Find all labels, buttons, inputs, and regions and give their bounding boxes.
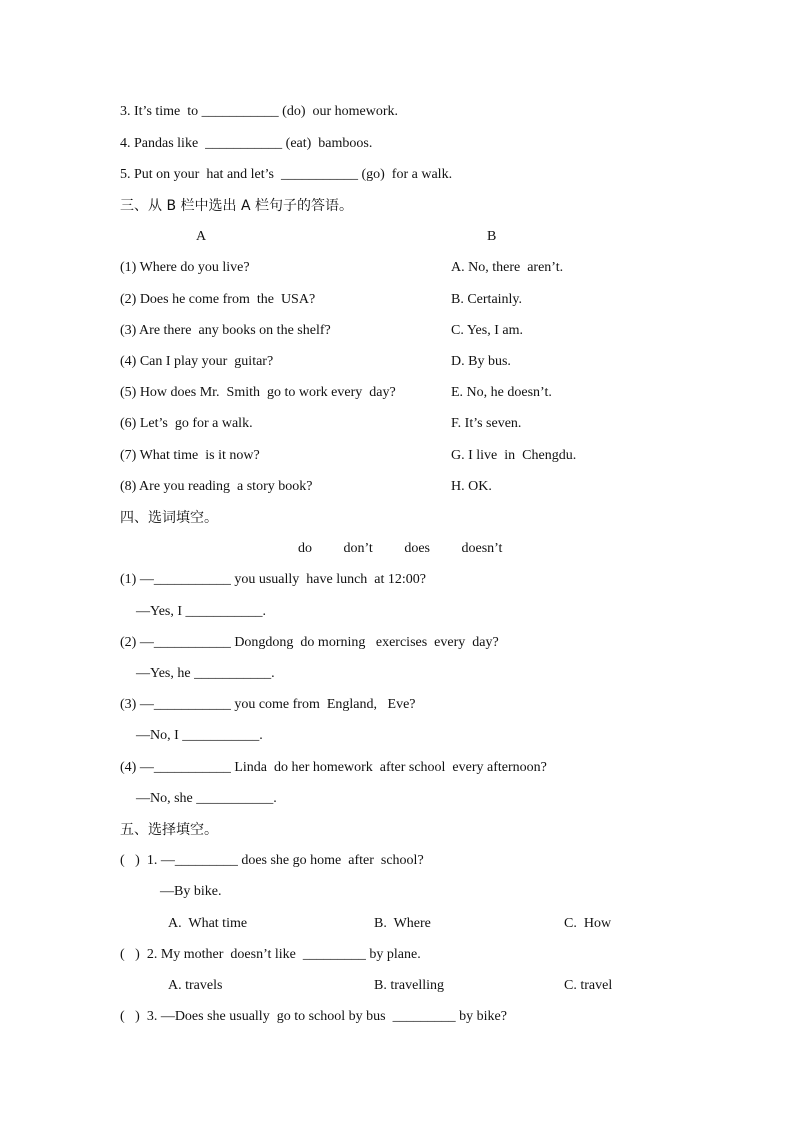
- match-answer: E. No, he doesn’t.: [451, 385, 552, 400]
- match-answer: D. By bus.: [451, 354, 511, 369]
- fill-item-4: 4. Pandas like ___________ (eat) bamboos.: [120, 136, 373, 151]
- match-question: (4) Can I play your guitar?: [120, 354, 274, 369]
- match-answer: G. I live in Chengdu.: [451, 448, 577, 463]
- word-bank-item: does: [404, 541, 430, 556]
- fill-item-3: 3. It’s time to ___________ (do) our homework.: [120, 104, 399, 119]
- choice-question-3: ( ) 3. —Does she usually go to school by bus _________ by bike?: [120, 1009, 507, 1024]
- dialogue-answer: —No, she ___________.: [136, 791, 277, 806]
- dialogue-answer: —Yes, he ___________.: [136, 666, 275, 681]
- match-question: (3) Are there any books on the shelf?: [120, 323, 331, 338]
- dialogue-question: (3) —___________ you come from England, Eve?: [120, 697, 416, 712]
- word-bank: [298, 540, 530, 558]
- dialogue-question: (1) —___________ you usually have lunch at 12:00?: [120, 572, 427, 587]
- option-a: A. What time: [168, 916, 248, 931]
- option-c: C. travel: [564, 978, 613, 993]
- option-b: B. Where: [374, 916, 431, 931]
- match-answer: A. No, there aren’t.: [451, 260, 564, 275]
- option-a: A. travels: [168, 978, 223, 993]
- match-answer: H. OK.: [451, 479, 492, 494]
- option-c: C. How: [564, 916, 612, 931]
- word-bank-item: do: [298, 541, 312, 556]
- choice-question-1: ( ) 1. —_________ does she go home after school?: [120, 853, 424, 868]
- word-bank-item: doesn’t: [461, 541, 503, 556]
- match-answer: C. Yes, I am.: [451, 323, 523, 338]
- choice-question-2: ( ) 2. My mother doesn’t like _________ by plane.: [120, 947, 421, 962]
- section-heading-5: 五、选择填空。: [120, 822, 218, 838]
- match-question: (7) What time is it now?: [120, 448, 260, 463]
- match-answer: F. It’s seven.: [451, 416, 522, 431]
- section-heading-4: 四、选词填空。: [120, 510, 218, 526]
- dialogue-answer: —Yes, I ___________.: [136, 604, 267, 619]
- column-a-label: A: [196, 229, 207, 244]
- word-bank-item: don’t: [343, 541, 373, 556]
- dialogue-answer: —No, I ___________.: [136, 728, 263, 743]
- section-heading-3: 三、从 B 栏中选出 A 栏句子的答语。: [120, 198, 353, 214]
- match-question: (1) Where do you live?: [120, 260, 250, 275]
- match-question: (6) Let’s go for a walk.: [120, 416, 253, 431]
- dialogue-question: (4) —___________ Linda do her homework after school every afternoon?: [120, 760, 547, 775]
- match-question: (8) Are you reading a story book?: [120, 479, 313, 494]
- match-question: (2) Does he come from the USA?: [120, 292, 316, 307]
- option-b: B. travelling: [374, 978, 444, 993]
- fill-item-5: 5. Put on your hat and let’s ___________ (go) for a walk.: [120, 167, 453, 182]
- choice-question-1-answer: —By bike.: [160, 884, 222, 899]
- match-answer: B. Certainly.: [451, 292, 523, 307]
- match-question: (5) How does Mr. Smith go to work every day?: [120, 385, 396, 400]
- dialogue-question: (2) —___________ Dongdong do morning exercises every day?: [120, 635, 499, 650]
- column-b-label: B: [487, 229, 497, 244]
